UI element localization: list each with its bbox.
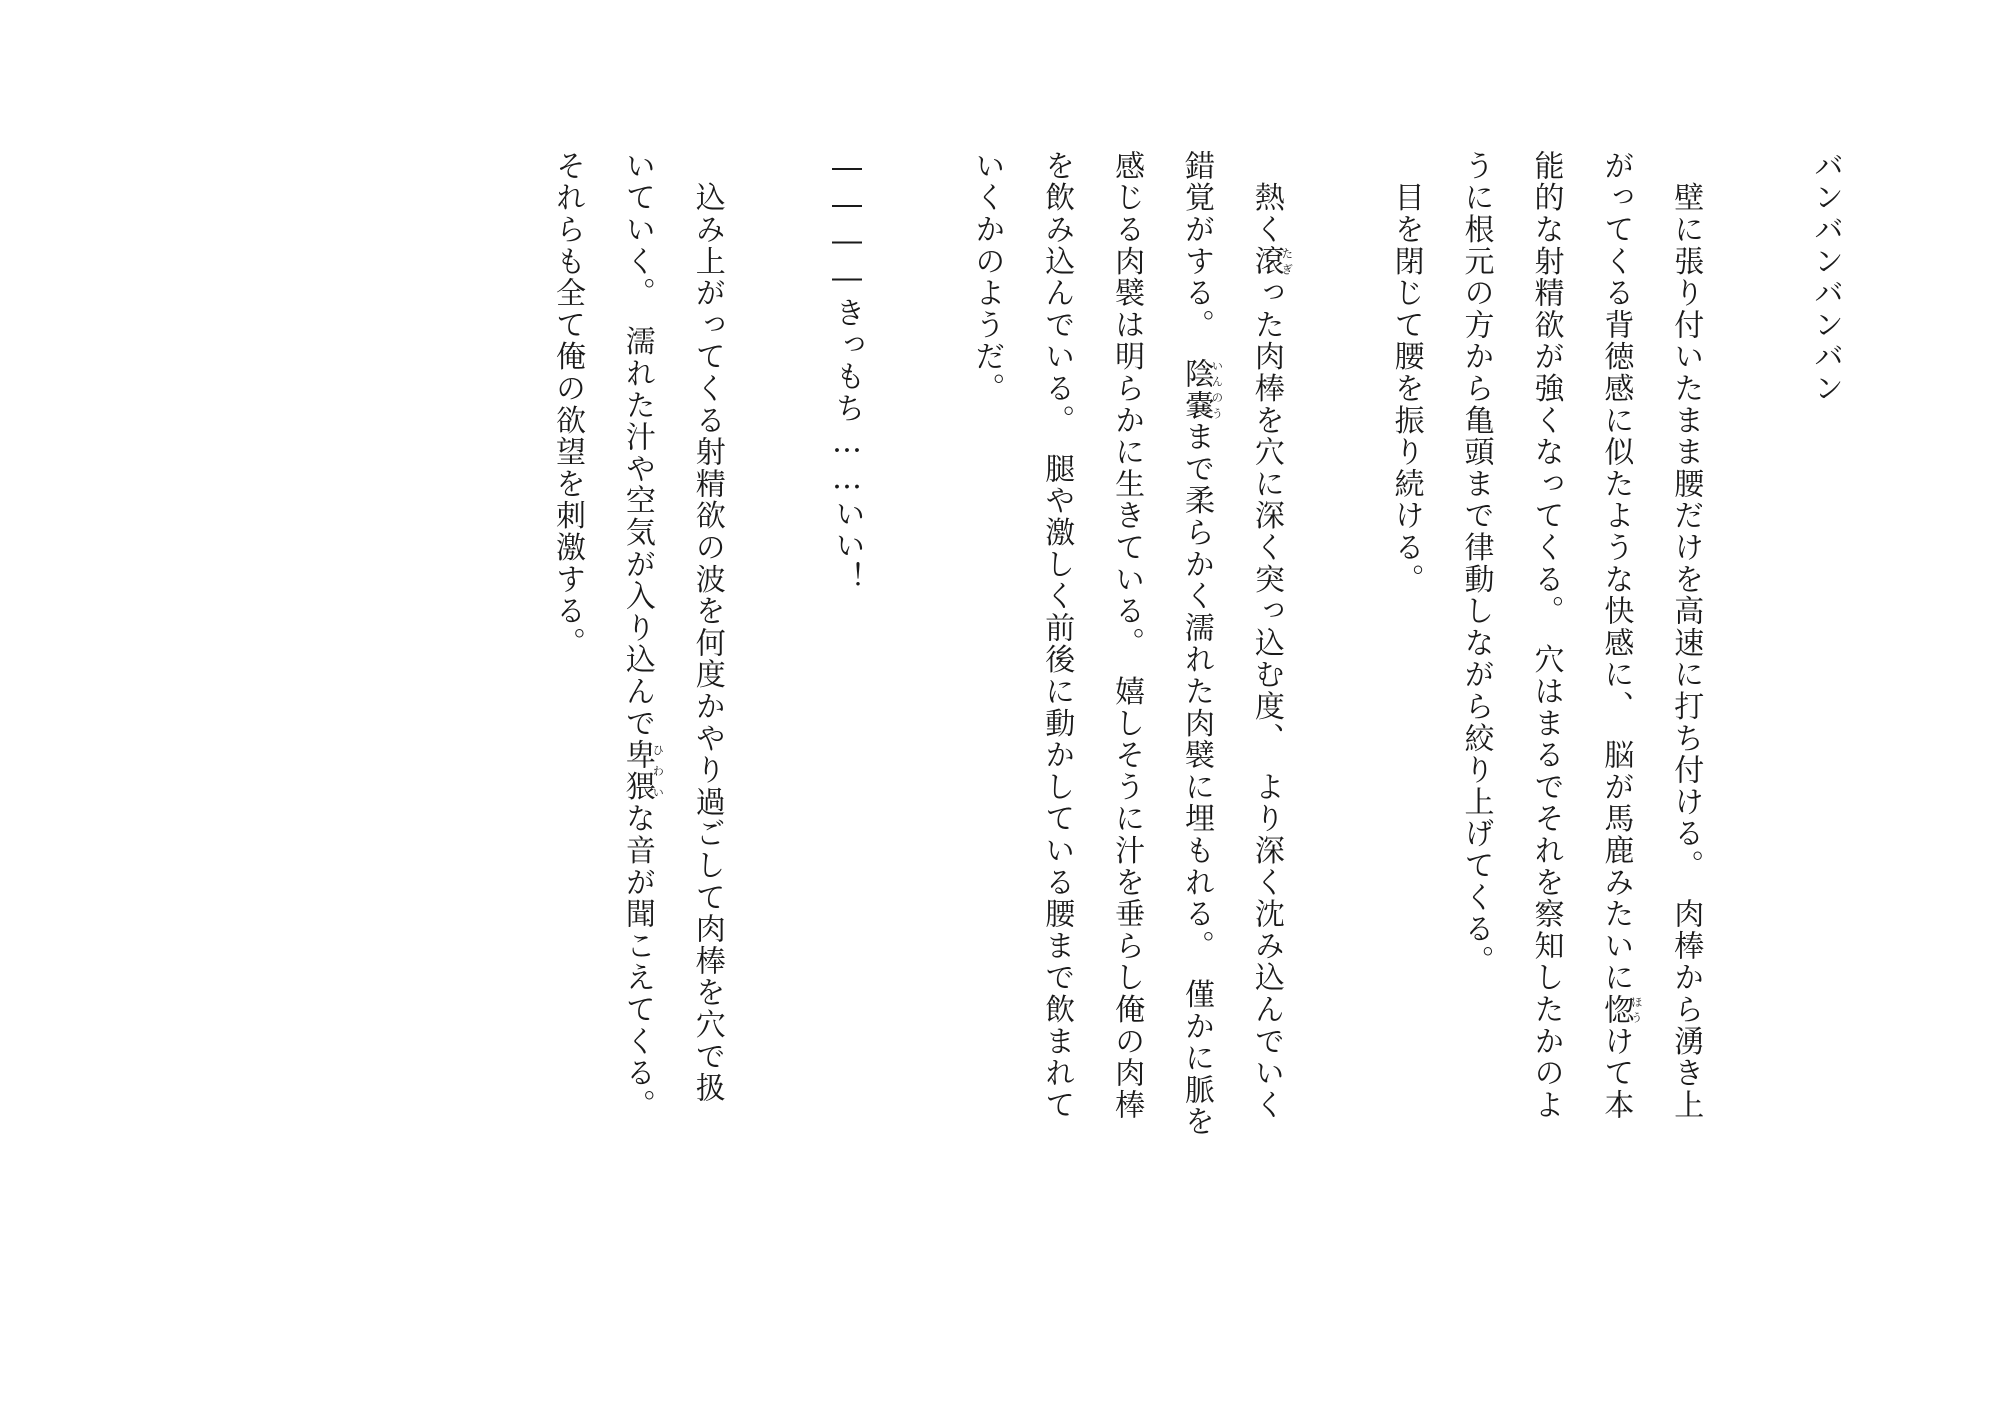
text-line-19: それらも全て俺の欲望を刺激する。 [549, 150, 585, 659]
text-line-13: いくかのようだ。 [969, 150, 1005, 405]
ruby-tagi: 滾たぎ [1248, 245, 1295, 278]
text-line-1: バンバンバンバン [1808, 150, 1843, 405]
ruby-hiwai: 卑猥ひわい [619, 739, 666, 803]
text-line-5: 能的な射精欲が強くなってくる。 穴はまるでそれを察知したかのよ [1528, 150, 1564, 1121]
text-line-15: ――――きっもち……いい！ [829, 150, 865, 594]
text-line-17: 込み上がってくる射精欲の波を何度かやり過ごして肉棒を穴で扱 [689, 150, 725, 1104]
text-line-3: 壁に張り付いたまま腰だけを高速に打ち付ける。 肉棒から湧き上 [1668, 150, 1704, 1121]
text-line-12: を飲み込んでいる。 腿や激しく前後に動かしている腰まで飲まれて [1039, 150, 1075, 1121]
text-line-9: 熱く滾たぎった肉棒を穴に深く突っ込む度、 より深く沈み込んでいく [1248, 150, 1295, 1121]
text-line-16-blank [742, 150, 812, 1230]
text-line-8-blank [1301, 150, 1371, 1230]
ruby-hou: 惚ほう [1598, 993, 1644, 1026]
text-line-18: いていく。 濡れた汁や空気が入り込んで卑猥ひわいな音が聞こえてくる。 [619, 150, 666, 1121]
text-line-11: 感じる肉襞は明らかに生きている。 嬉しそうに汁を垂らし俺の肉棒 [1109, 150, 1145, 1121]
text-line-14-blank [882, 150, 952, 1230]
text-line-7: 目を閉じて腰を振り続ける。 [1388, 150, 1424, 596]
text-line-2-blank [1720, 150, 1790, 1230]
text-line-10: 錯覚がする。 陰嚢いんのうまで柔らかく濡れた肉襞に埋もれる。 僅かに脈を [1178, 150, 1225, 1138]
vertical-text-body [140, 150, 1860, 1230]
text-line-4: がってくる背徳感に似たような快感に、 脳が馬鹿みたいに惚ほうけて本 [1598, 150, 1644, 1121]
ruby-innou: 陰嚢いんのう [1178, 357, 1225, 422]
text-line-6: うに根元の方から亀頭まで律動しながら絞り上げてくる。 [1458, 150, 1494, 977]
